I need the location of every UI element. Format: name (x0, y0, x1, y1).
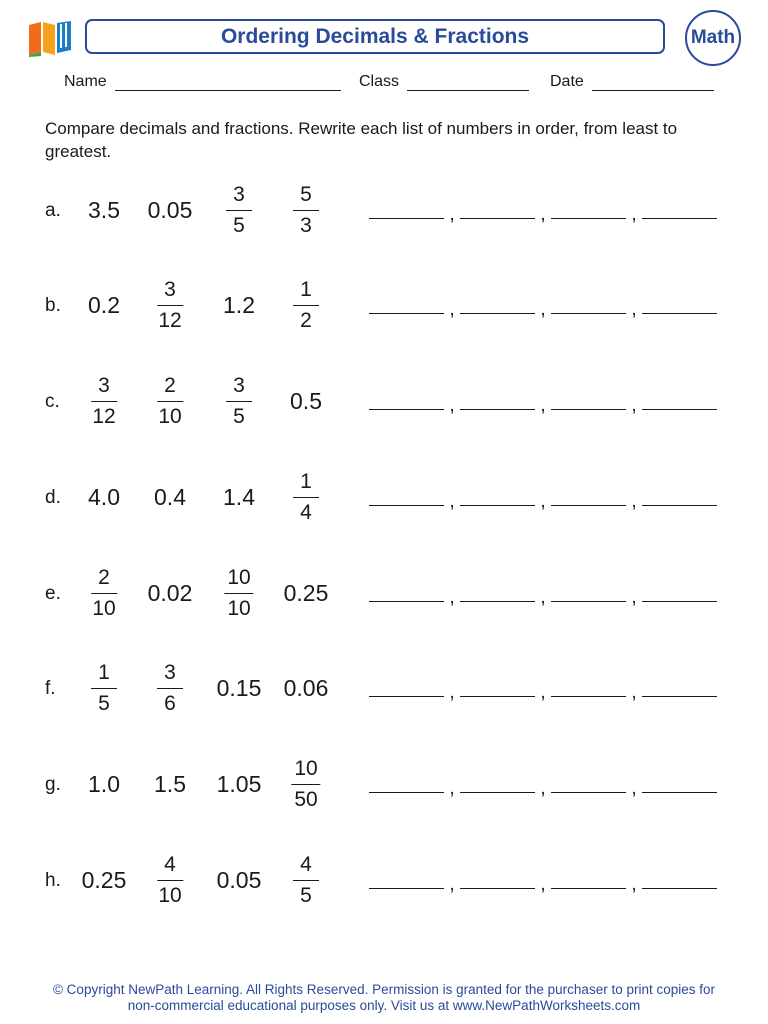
fraction (89, 563, 118, 623)
fraction-denominator: 10 (92, 596, 116, 620)
answer-blank[interactable] (551, 293, 626, 314)
fraction-denominator: 10 (158, 883, 182, 907)
fraction-stack (89, 566, 118, 621)
fraction-denominator: 5 (233, 213, 245, 237)
answer-comma: , (540, 874, 546, 895)
problem-row (0, 180, 768, 240)
fraction-stack (293, 183, 319, 238)
fraction-numerator: 2 (157, 374, 183, 402)
answer-comma: , (631, 395, 637, 416)
decimal-number: 0.4 (154, 483, 186, 510)
problem-row (0, 371, 768, 431)
answer-comma: , (631, 299, 637, 320)
fraction-stack (155, 853, 184, 908)
fraction-numerator: 3 (157, 278, 183, 306)
decimal-number: 1.2 (223, 291, 255, 318)
fraction-denominator: 5 (300, 883, 312, 907)
fraction (226, 180, 252, 240)
page-title: Ordering Decimals & Fractions (220, 24, 530, 48)
fraction-numerator: 4 (293, 853, 319, 881)
footer-line-1: © Copyright NewPath Learning. All Rights Reserved. Permission is granted for the purchaser to print copies for (52, 982, 715, 997)
fraction-stack (293, 470, 319, 525)
answer-blank[interactable] (642, 389, 717, 410)
fraction-numerator: 3 (157, 661, 183, 689)
fraction (155, 850, 184, 910)
answer-comma: , (631, 778, 637, 799)
copyright-footer (20, 982, 748, 1014)
math-badge-label: Math (690, 27, 736, 48)
fraction-denominator: 50 (294, 787, 318, 811)
title-box (85, 19, 665, 54)
name-blank[interactable] (115, 76, 341, 91)
decimal-number: 0.15 (216, 674, 262, 701)
problem-letter: b. (45, 295, 61, 316)
problem-letter: c. (45, 391, 60, 412)
fraction (155, 371, 184, 431)
answer-blanks (369, 198, 717, 225)
answer-blank[interactable] (551, 198, 626, 219)
answer-blank[interactable] (551, 868, 626, 889)
answer-blank[interactable] (460, 293, 535, 314)
fraction-numerator: 1 (91, 661, 117, 689)
answer-blank[interactable] (369, 868, 444, 889)
fraction-denominator: 10 (158, 404, 182, 428)
fraction-stack (291, 757, 320, 812)
answer-blanks (369, 868, 717, 895)
answer-comma: , (449, 682, 455, 703)
fraction-numerator: 3 (91, 374, 117, 402)
fraction (293, 850, 319, 910)
answer-blank[interactable] (551, 485, 626, 506)
decimal-number: 0.05 (147, 196, 193, 223)
answer-blank[interactable] (460, 389, 535, 410)
problem-letter: h. (45, 870, 61, 891)
answer-blank[interactable] (642, 772, 717, 793)
fraction-numerator: 10 (224, 566, 253, 594)
problem-letter: a. (45, 200, 61, 221)
problem-row (0, 658, 768, 718)
fraction-denominator: 12 (92, 404, 116, 428)
fraction-stack (155, 278, 184, 333)
answer-comma: , (631, 682, 637, 703)
answer-blank[interactable] (551, 772, 626, 793)
fraction (91, 658, 117, 718)
answer-blank[interactable] (551, 581, 626, 602)
class-field (359, 73, 529, 91)
decimal-number: 0.5 (290, 387, 322, 414)
decimal-number: 1.05 (216, 770, 262, 797)
fraction-denominator: 4 (300, 500, 312, 524)
fraction-denominator: 5 (233, 404, 245, 428)
decimal-number: 0.06 (283, 674, 329, 701)
answer-blank[interactable] (460, 581, 535, 602)
answer-blank[interactable] (642, 485, 717, 506)
decimal-number: 1.0 (88, 770, 120, 797)
answer-comma: , (631, 587, 637, 608)
answer-comma: , (540, 491, 546, 512)
answer-comma: , (631, 204, 637, 225)
fraction-stack (226, 374, 252, 429)
fraction-stack (226, 183, 252, 238)
decimal-number: 1.5 (154, 770, 186, 797)
answer-blank[interactable] (369, 485, 444, 506)
decimal-number: 0.02 (147, 579, 193, 606)
fraction-stack (155, 374, 184, 429)
answer-blank[interactable] (642, 581, 717, 602)
class-label: Class (359, 73, 400, 90)
fraction-numerator: 3 (226, 374, 252, 402)
fraction-stack (89, 374, 118, 429)
fraction-denominator: 3 (300, 213, 312, 237)
fraction-numerator: 3 (226, 183, 252, 211)
answer-comma: , (449, 587, 455, 608)
date-field (550, 73, 714, 91)
fraction-numerator: 10 (291, 757, 320, 785)
answer-blank[interactable] (460, 772, 535, 793)
problem-row (0, 467, 768, 527)
answer-comma: , (540, 395, 546, 416)
fraction-denominator: 5 (98, 691, 110, 715)
answer-blanks (369, 293, 717, 320)
answer-blanks (369, 581, 717, 608)
answer-comma: , (540, 204, 546, 225)
fraction-denominator: 2 (300, 308, 312, 332)
answer-comma: , (631, 874, 637, 895)
fraction (293, 180, 319, 240)
answer-blanks (369, 389, 717, 416)
fraction (89, 371, 118, 431)
answer-comma: , (540, 587, 546, 608)
answer-blank[interactable] (642, 198, 717, 219)
answer-comma: , (449, 395, 455, 416)
fraction (155, 275, 184, 335)
decimal-number: 0.05 (216, 866, 262, 893)
problem-letter: d. (45, 487, 61, 508)
answer-blank[interactable] (369, 772, 444, 793)
decimal-number: 1.4 (223, 483, 255, 510)
fraction-stack (91, 661, 117, 716)
decimal-number: 0.2 (88, 291, 120, 318)
answer-blank[interactable] (551, 389, 626, 410)
fraction (293, 467, 319, 527)
answer-comma: , (449, 491, 455, 512)
newpath-logo-icon (27, 19, 73, 57)
instructions: Compare decimals and fractions. Rewrite each list of numbers in order, from least to greatest. (45, 119, 678, 161)
fraction (157, 658, 183, 718)
fraction-stack (293, 853, 319, 908)
problem-row (0, 754, 768, 814)
class-blank[interactable] (407, 76, 529, 91)
answer-blank[interactable] (460, 868, 535, 889)
problem-letter: e. (45, 583, 61, 604)
fraction-stack (224, 566, 253, 621)
answer-blank[interactable] (369, 198, 444, 219)
answer-blank[interactable] (642, 868, 717, 889)
problem-row (0, 275, 768, 335)
problem-letter: f. (45, 678, 56, 699)
date-label: Date (550, 73, 584, 90)
answer-blank[interactable] (460, 485, 535, 506)
math-badge (685, 10, 741, 66)
fraction (226, 371, 252, 431)
fraction-numerator: 4 (157, 853, 183, 881)
fraction-stack (293, 278, 319, 333)
answer-blank[interactable] (369, 293, 444, 314)
fraction-numerator: 1 (293, 278, 319, 306)
problem-row (0, 563, 768, 623)
fraction-numerator: 1 (293, 470, 319, 498)
problem-letter: g. (45, 774, 61, 795)
answer-blank[interactable] (642, 676, 717, 697)
fraction-numerator: 2 (91, 566, 117, 594)
fraction-denominator: 10 (227, 596, 251, 620)
decimal-number: 0.25 (81, 866, 127, 893)
fraction (293, 275, 319, 335)
fraction-numerator: 5 (293, 183, 319, 211)
answer-comma: , (449, 204, 455, 225)
answer-blank[interactable] (642, 293, 717, 314)
fraction (291, 754, 320, 814)
footer-line-2: non-commercial educational purposes only. Visit us at www.NewPathWorksheets.com (127, 998, 641, 1013)
answer-comma: , (540, 778, 546, 799)
name-label: Name (64, 73, 107, 90)
problem-row (0, 850, 768, 910)
decimal-number: 4.0 (88, 483, 120, 510)
answer-comma: , (631, 491, 637, 512)
fraction-denominator: 12 (158, 308, 182, 332)
fraction (224, 563, 253, 623)
answer-comma: , (449, 299, 455, 320)
answer-blank[interactable] (460, 198, 535, 219)
fraction-denominator: 6 (164, 691, 176, 715)
decimal-number: 3.5 (88, 196, 120, 223)
date-blank[interactable] (592, 76, 714, 91)
answer-comma: , (540, 299, 546, 320)
answer-comma: , (540, 682, 546, 703)
answer-blank[interactable] (369, 581, 444, 602)
answer-comma: , (449, 778, 455, 799)
answer-blanks (369, 676, 717, 703)
name-field (64, 73, 341, 91)
answer-blank[interactable] (460, 676, 535, 697)
answer-blank[interactable] (551, 676, 626, 697)
answer-comma: , (449, 874, 455, 895)
fraction-stack (157, 661, 183, 716)
answer-blank[interactable] (369, 389, 444, 410)
answer-blanks (369, 772, 717, 799)
answer-blanks (369, 485, 717, 512)
answer-blank[interactable] (369, 676, 444, 697)
decimal-number: 0.25 (283, 579, 329, 606)
